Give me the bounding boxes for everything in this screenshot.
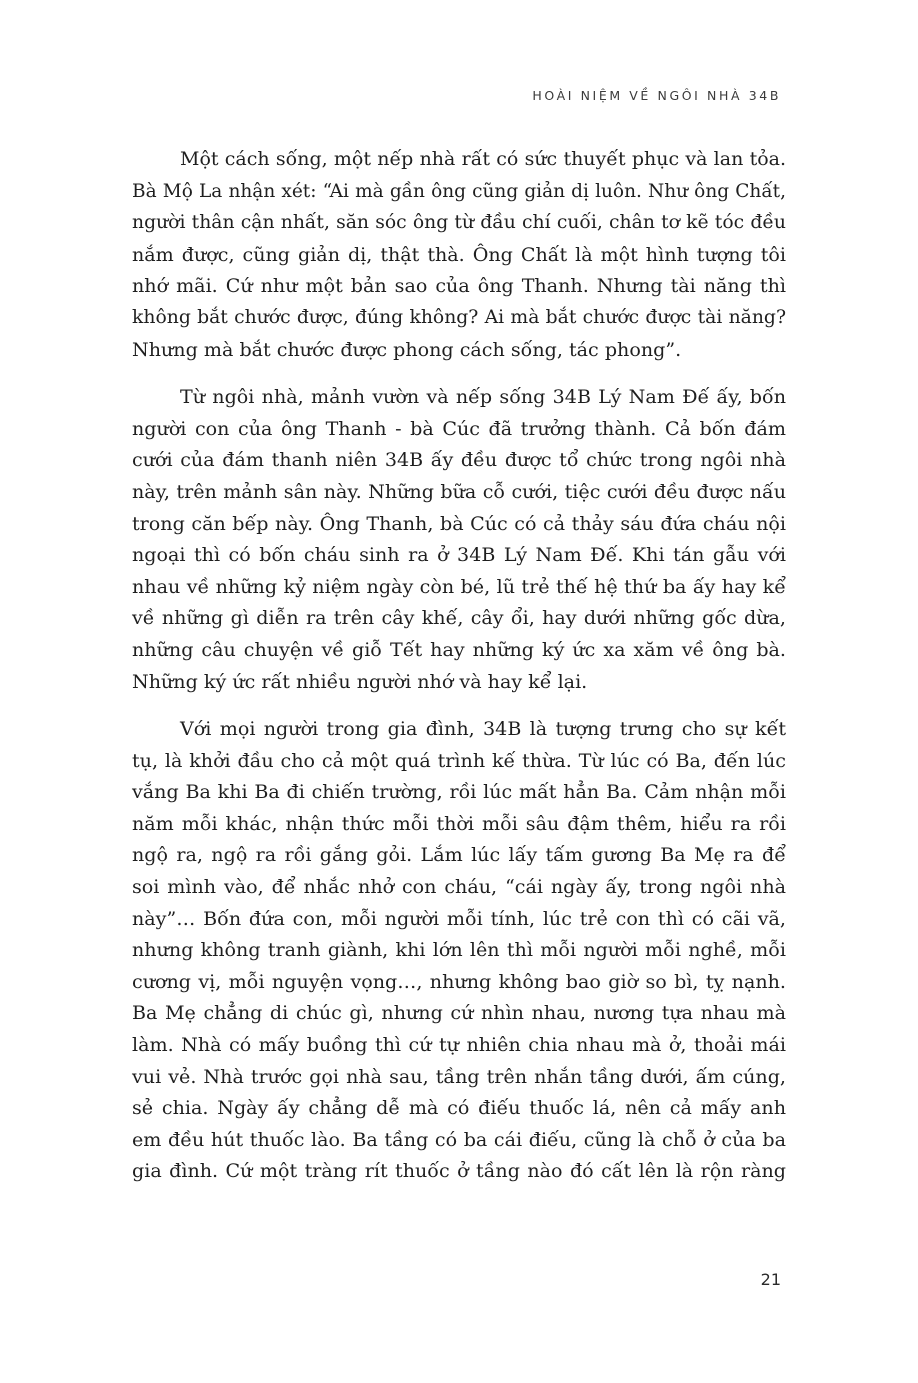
text-line: nhau về những kỷ niệm ngày còn bé, lũ trẻ thế hệ thứ ba ấy hay kể <box>132 574 786 598</box>
text-line: Bà Mộ La nhận xét: “Ai mà gần ông cũng giản dị luôn. Như ông Chất, <box>132 180 786 202</box>
text-line: Một cách sống, một nếp nhà rất có sức thuyết phục và lan tỏa. <box>180 148 786 170</box>
text-line: những câu chuyện về giỗ Tết hay những ký ức xa xăm về ông bà. <box>132 637 786 661</box>
text-line: năm mỗi khác, nhận thức mỗi thời mỗi sâu đậm thêm, hiểu ra rồi <box>132 811 786 835</box>
text-line: Nhưng mà bắt chước được phong cách sống, tác phong”. <box>132 337 682 361</box>
text-line: Ba Mẹ chẳng di chúc gì, nhưng cứ nhìn nhau, nương tựa nhau mà <box>132 1001 786 1025</box>
text-line: về những gì diễn ra trên cây khế, cây ổi, hay dưới những gốc dừa, <box>132 606 786 630</box>
text-line: tụ, là khởi đầu cho cả một quá trình kế thừa. Từ lúc có Ba, đến lúc <box>132 748 786 772</box>
text-line: nắm được, cũng giản dị, thật thà. Ông Chất là một hình tượng tôi <box>132 242 786 266</box>
text-line: cương vị, mỗi nguyện vọng…, nhưng không bao giờ so bì, tỵ nạnh. <box>132 969 786 993</box>
text-line: ngộ ra, ngộ ra rồi gắng gỏi. Lắm lúc lấy tấm gương Ba Mẹ ra để <box>132 843 786 867</box>
text-line: nhưng không tranh giành, khi lớn lên thì mỗi người mỗi nghề, mỗi <box>132 938 786 962</box>
text-line: soi mình vào, để nhắc nhở con cháu, “cái ngày ấy, trong ngôi nhà <box>132 875 786 899</box>
text-line: này”… Bốn đứa con, mỗi người mỗi tính, lúc trẻ con thì có cãi vã, <box>132 906 786 930</box>
running-header: HOÀI NIỆM VỀ NGÔI NHÀ 34B <box>532 88 781 103</box>
page-number: 21 <box>760 1270 781 1289</box>
text-line: cưới của đám thanh niên 34B ấy đều được tổ chức trong ngôi nhà <box>132 448 786 472</box>
text-line: người thân cận nhất, săn sóc ông từ đầu chí cuối, chân tơ kẽ tóc đều <box>132 212 786 234</box>
paragraph-3 <box>132 713 786 1187</box>
body-text <box>132 144 786 1203</box>
text-line: người con của ông Thanh - bà Cúc đã trưởng thành. Cả bốn đám <box>132 416 786 440</box>
text-line: trong căn bếp này. Ông Thanh, bà Cúc có cả thảy sáu đứa cháu nội <box>132 511 786 535</box>
text-line: Những ký ức rất nhiều người nhớ và hay kể lại. <box>132 669 588 693</box>
text-line: Từ ngôi nhà, mảnh vườn và nếp sống 34B Lý Nam Đế ấy, bốn <box>180 385 786 409</box>
text-line: này, trên mảnh sân này. Những bữa cỗ cưới, tiệc cưới đều được nấu <box>132 479 786 503</box>
text-line: sẻ chia. Ngày ấy chẳng dễ mà có điếu thuốc lá, nên cả mấy anh <box>132 1096 786 1120</box>
paragraph-1 <box>132 144 786 365</box>
text-line: vắng Ba khi Ba đi chiến trường, rồi lúc mất hẳn Ba. Cảm nhận mỗi <box>132 780 786 804</box>
text-line: làm. Nhà có mấy buồng thì cứ tự nhiên chia nhau mà ở, thoải mái <box>132 1033 786 1057</box>
text-line: em đều hút thuốc lào. Ba tầng có ba cái điếu, cũng là chỗ ở của ba <box>132 1127 786 1151</box>
paragraph-2 <box>132 381 786 697</box>
text-line: vui vẻ. Nhà trước gọi nhà sau, tầng trên nhắn tầng dưới, ấm cúng, <box>132 1064 786 1088</box>
text-line: Với mọi người trong gia đình, 34B là tượng trưng cho sự kết <box>180 717 786 741</box>
text-line: không bắt chước được, đúng không? Ai mà bắt chước được tài năng? <box>132 306 786 328</box>
text-line: gia đình. Cứ một tràng rít thuốc ở tầng nào đó cất lên là rộn ràng <box>132 1159 786 1183</box>
text-line: ngoại thì có bốn cháu sinh ra ở 34B Lý Nam Đế. Khi tán gẫu với <box>132 543 786 567</box>
text-line: nhớ mãi. Cứ như một bản sao của ông Thanh. Nhưng tài năng thì <box>132 274 786 298</box>
